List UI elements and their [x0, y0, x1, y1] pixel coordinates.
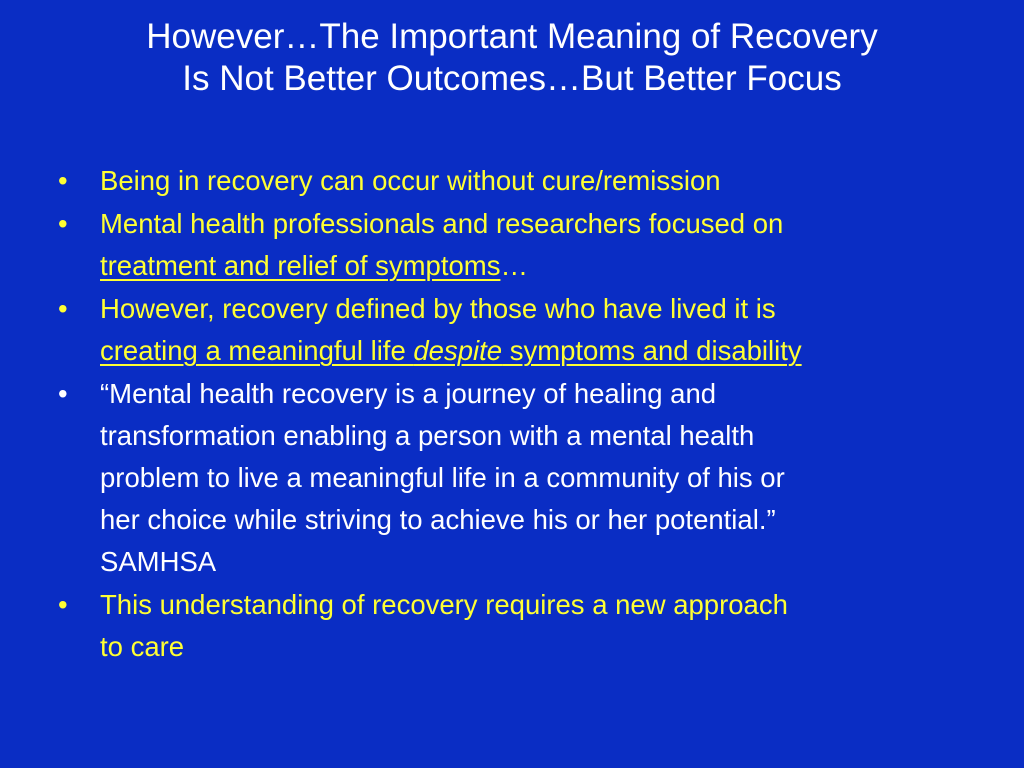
bullet-3-italic-word: despite	[413, 335, 503, 366]
bullet-list	[58, 160, 988, 669]
bullet-dot-icon: •	[58, 378, 68, 409]
bullet-dot-icon: •	[58, 293, 68, 324]
bullet-dot-icon: •	[58, 589, 68, 620]
slide-title	[60, 16, 964, 100]
bullet-4-line-2: transformation enabling a person with a mental health	[100, 420, 755, 451]
bullet-dot-icon: •	[58, 208, 68, 239]
bullet-3-underlined-a: creating a meaningful life	[100, 335, 414, 366]
bullet-4-line-5: SAMHSA	[100, 546, 217, 577]
bullet-3-underlined-b: symptoms and disability	[502, 335, 802, 366]
bullet-2-ellipsis: …	[500, 250, 528, 281]
bullet-item-4	[58, 373, 988, 583]
bullet-item-2	[58, 203, 988, 287]
bullet-item-1	[58, 160, 988, 202]
bullet-3-line-2	[100, 330, 988, 372]
bullet-2-underlined-text: treatment and relief of symptoms	[100, 250, 501, 281]
bullet-dot-icon: •	[58, 165, 68, 196]
title-line-1: However…The Important Meaning of Recovery	[146, 17, 878, 56]
bullet-4-line-1: “Mental health recovery is a journey of healing and	[100, 378, 717, 409]
title-line-2: Is Not Better Outcomes…But Better Focus	[182, 59, 842, 98]
bullet-2-line-1: Mental health professionals and researchers focused on	[100, 208, 784, 239]
bullet-5-line-2: to care	[100, 631, 185, 662]
bullet-5-line-1: This understanding of recovery requires a new approach	[100, 589, 788, 620]
bullet-3-line-1: However, recovery defined by those who have lived it is	[100, 293, 776, 324]
bullet-item-3	[58, 288, 988, 372]
bullet-2-line-2	[100, 245, 988, 287]
bullet-1-text: Being in recovery can occur without cure/remission	[100, 165, 721, 196]
bullet-item-5	[58, 584, 988, 668]
bullet-4-line-3: problem to live a meaningful life in a community of his or	[100, 462, 785, 493]
bullet-4-line-4: her choice while striving to achieve his or her potential.”	[100, 504, 776, 535]
